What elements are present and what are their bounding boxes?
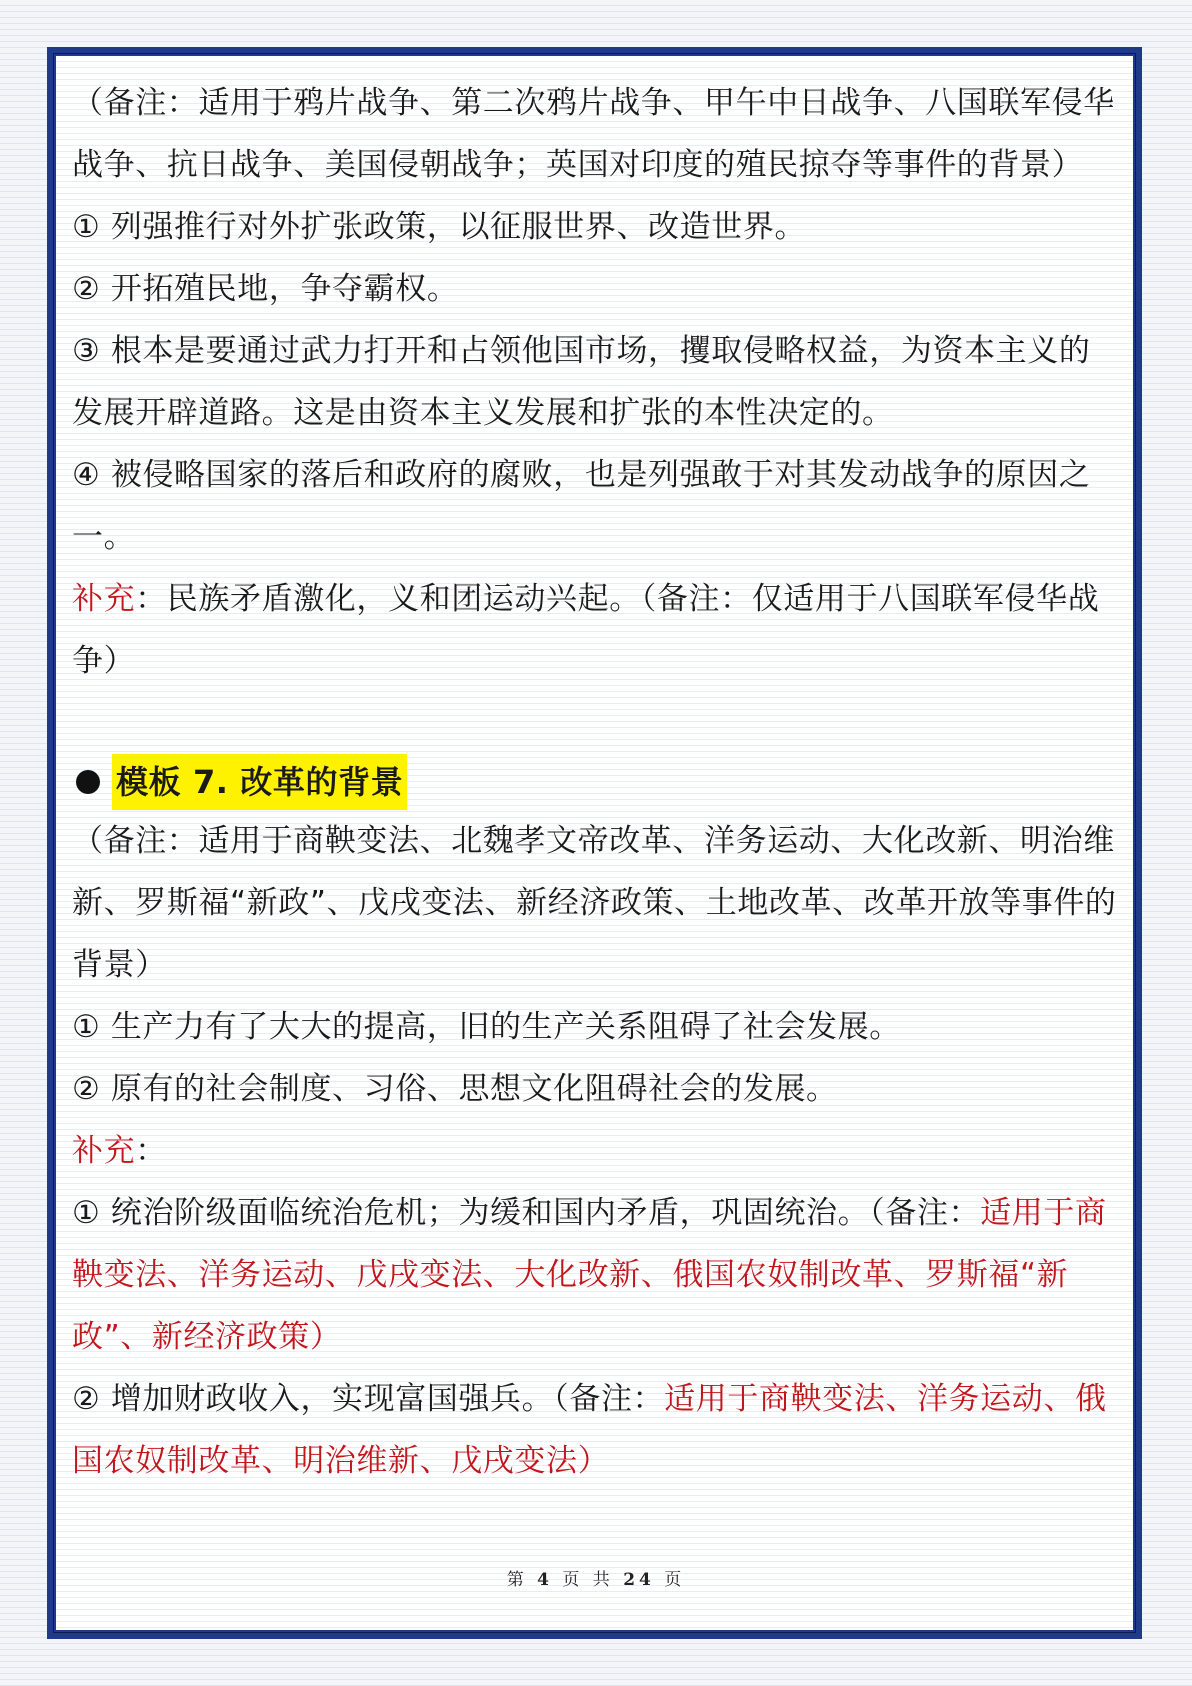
section7-supplement-header: [72, 1120, 1122, 1182]
section7-point-1: ① 生产力有了大大的提高，旧的生产关系阻碍了社会发展。: [72, 1009, 901, 1045]
supplement-label: 补充: [72, 1133, 136, 1169]
section7-note: （备注：适用于商鞅变法、北魏孝文帝改革、洋务运动、大化改新、明治维新、罗斯福“新政”、戊戌变法、新经济政策、土地改革、改革开放等事件的背景）: [72, 823, 1117, 983]
section-spacer: [72, 692, 1122, 754]
section7-title: 模板 7. 改革的背景: [112, 754, 407, 810]
page-footer: [0, 1565, 1192, 1590]
supplement-item-applies: 适用于商鞅变法、洋务运动、俄国农奴制改革、明治维新、戊戌变法）: [72, 1381, 1107, 1479]
supplement-label: 补充: [72, 581, 136, 617]
section7-supplement-item-1: [72, 1182, 1122, 1368]
section7-point-2: ② 原有的社会制度、习俗、思想文化阻碍社会的发展。: [72, 1071, 838, 1107]
section6-supplement: [72, 568, 1122, 692]
supplement-text: ：民族矛盾激化，义和团运动兴起。（备注：仅适用于八国联军侵华战争）: [72, 581, 1100, 679]
section6-point-1: ① 列强推行对外扩张政策，以征服世界、改造世界。: [72, 209, 807, 245]
supplement-item-text: ② 增加财政收入，实现富国强兵。（备注：: [72, 1381, 665, 1417]
footer-page-number: 4: [537, 1570, 553, 1590]
section7-supplement-item-2: [72, 1368, 1122, 1492]
section6-point-3: ③ 根本是要通过武力打开和占领他国市场，攫取侵略权益，为资本主义的发展开辟道路。这是由资本主义发展和扩张的本性决定的。: [72, 333, 1091, 431]
supplement-item-applies: 适用于商鞅变法、洋务运动、戊戌变法、大化改新、俄国农奴制改革、罗斯福“新政”、新经济政策）: [72, 1195, 1107, 1355]
supplement-colon: ：: [135, 1133, 167, 1169]
section6-point-4: ④ 被侵略国家的落后和政府的腐败，也是列强敢于对其发动战争的原因之一。: [72, 457, 1091, 555]
section6-point-2: ② 开拓殖民地，争夺霸权。: [72, 271, 459, 307]
footer-prefix: 第: [506, 1570, 528, 1590]
page-content: [72, 72, 1122, 1492]
footer-total-pages: 24: [623, 1570, 655, 1590]
supplement-item-text: ① 统治阶级面临统治危机；为缓和国内矛盾，巩固统治。（备注：: [72, 1195, 981, 1231]
bullet-icon: [76, 770, 100, 794]
footer-middle: 页 共: [562, 1570, 614, 1590]
footer-suffix: 页: [664, 1570, 686, 1590]
section6-note: （备注：适用于鸦片战争、第二次鸦片战争、甲午中日战争、八国联军侵华战争、抗日战争、美国侵朝战争；英国对印度的殖民掠夺等事件的背景）: [72, 85, 1115, 183]
section7-heading: [72, 754, 1122, 810]
